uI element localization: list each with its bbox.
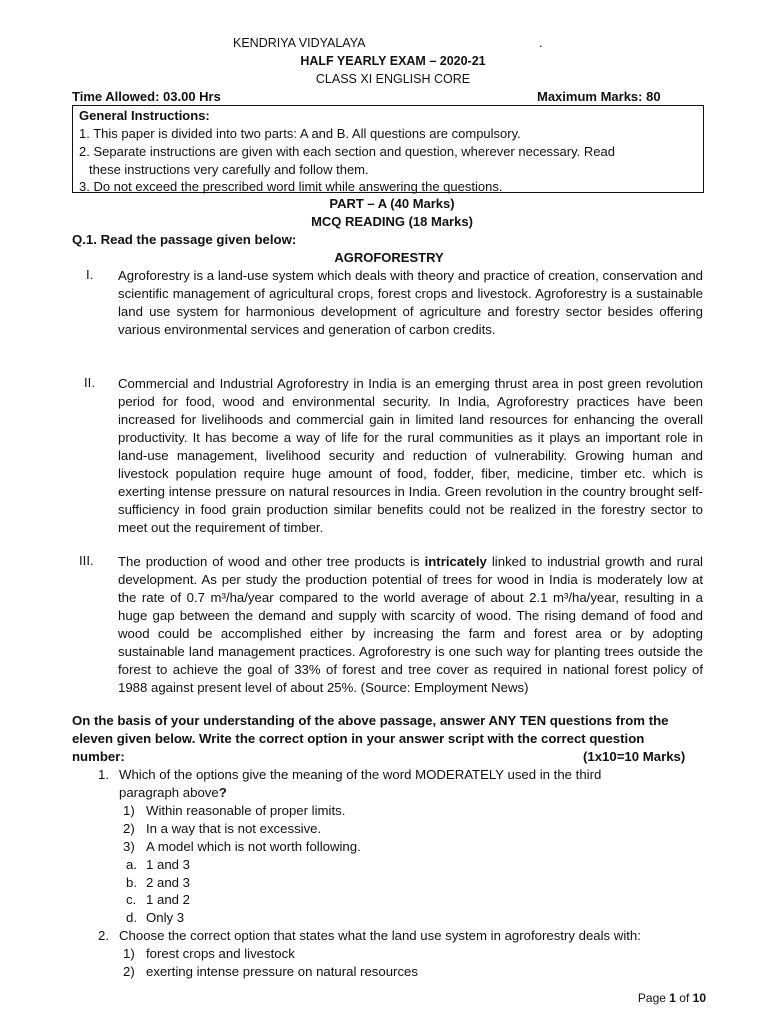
header-dot: .: [539, 36, 543, 50]
question-2-number: 2.: [98, 928, 109, 943]
page-label: Page: [637, 991, 670, 1005]
answer-instruction-1: On the basis of your understanding of the above passage, answer ANY TEN questions from the: [72, 713, 669, 728]
question-1-text: Which of the options give the meaning of the word MODERATELY used in the third: [119, 767, 602, 782]
q1-statement-3: A model which is not worth following.: [146, 839, 361, 854]
time-allowed: Time Allowed: 03.00 Hrs: [72, 89, 221, 104]
paragraph-3-number: III.: [79, 553, 94, 568]
paragraph-2: Commercial and Industrial Agroforestry in India is an emerging thrust area in post green revolution period for food, wood and environmental security. In India, Agroforestry practices have been increased for livelihoods and commercial gain in limited land resources for enhancing the overall productivity. It has become a way of life for the rural communities as it plays an important role in land-use management, livelihood security and reduction of vulnerability. Growing human and livestock population require huge amount of food, fodder, fiber, medicine, timber etc. which is exerting intense pressure on natural resources in India. Green revolution in the country brought self-sufficiency in food grain production similar benefits could not be realized in the forestry sector to meet out the requirement of timber.: [118, 376, 703, 535]
q1-choice-c-label: c.: [126, 892, 137, 907]
question-1-text-end: paragraph above: [119, 785, 219, 800]
q1-choice-a-label: a.: [126, 857, 137, 872]
exam-title: HALF YEARLY EXAM – 2020-21: [300, 54, 486, 68]
paragraph-3: [118, 553, 703, 697]
q1-statement-1-number: 1): [123, 803, 135, 818]
instruction-2: 2. Separate instructions are given with each section and question, wherever necessary. Read: [79, 144, 615, 159]
instruction-1: 1. This paper is divided into two parts: A and B. All questions are compulsory.: [79, 126, 521, 141]
question-2-text: Choose the correct option that states what the land use system in agroforestry deals with:: [119, 928, 641, 943]
paragraph-3-rest: linked to industrial growth and rural development. As per study the production potential of trees for wood in India is moderately low at the rate of 0.7 m³/ha/year compared to the world average of about 2.1 m³/ha/year, resulting in a huge gap between the demand and supply with scarcity of wood. The rising demand of food and wood could be accomplished either by increasing the farm and forest area or by adopting sustainable land management practices. Agroforestry is one such way for planting trees outside the forest to achieve the goal of 33% of forest and tree cover as required in national forest policy of 1988 against present level of about 25%. (Source: Employment News): [118, 554, 703, 695]
q1-statement-1: Within reasonable of proper limits.: [146, 803, 346, 818]
page-footer: [638, 991, 706, 1005]
paragraph-2-number: II.: [84, 375, 95, 390]
paragraph-1-number: I.: [86, 267, 94, 282]
maximum-marks: Maximum Marks: 80: [537, 89, 661, 104]
question-1-number: 1.: [98, 767, 109, 782]
q1-choice-d: Only 3: [146, 910, 185, 925]
q2-option-1: forest crops and livestock: [146, 946, 295, 961]
q1-choice-b: 2 and 3: [146, 875, 190, 890]
part-a-title: PART – A (40 Marks): [329, 196, 455, 211]
paragraph-3-start: The production of wood and other tree products is: [118, 554, 425, 569]
q1-choice-a: 1 and 3: [146, 857, 190, 872]
q2-option-1-number: 1): [123, 946, 135, 961]
paragraph-1: Agroforestry is a land-use system which deals with theory and practice of creation, conservation and scientific management of agricultural crops, forest crops and livestock. Agroforestry is a sustainable land use system for harmonious development of agriculture and forestry sector besides offering various environmental services and generation of carbon credits.: [118, 268, 703, 337]
question-1-mark: ?: [218, 785, 227, 800]
q1-choice-d-label: d.: [126, 910, 137, 925]
q2-option-2-number: 2): [123, 964, 135, 979]
passage-title: AGROFORESTRY: [334, 250, 444, 265]
q1-choice-b-label: b.: [126, 875, 137, 890]
page-number: 1: [669, 991, 676, 1005]
section-title: MCQ READING (18 Marks): [311, 214, 473, 229]
q1-choice-c: 1 and 2: [146, 892, 190, 907]
answer-instruction-3: number:: [72, 749, 125, 764]
school-name: KENDRIYA VIDYALAYA: [233, 36, 366, 50]
instruction-2-cont: these instructions very carefully and follow them.: [89, 162, 369, 177]
instructions-title: General Instructions:: [79, 108, 210, 123]
q1-statement-3-number: 3): [123, 839, 135, 854]
marks-allocation: (1x10=10 Marks): [583, 749, 686, 764]
question-1-heading: Q.1. Read the passage given below:: [72, 232, 297, 247]
class-title: CLASS XI ENGLISH CORE: [315, 72, 471, 86]
question-1-text-cont: [119, 785, 227, 800]
general-instructions-box: [72, 105, 704, 193]
q2-option-2: exerting intense pressure on natural resources: [146, 964, 418, 979]
q1-statement-2: In a way that is not excessive.: [146, 821, 322, 836]
page-total: 10: [692, 991, 706, 1005]
instruction-3: 3. Do not exceed the prescribed word limit while answering the questions.: [79, 179, 503, 194]
q1-statement-2-number: 2): [123, 821, 135, 836]
paragraph-3-bold-word: intricately: [424, 554, 487, 569]
answer-instruction-2: eleven given below. Write the correct option in your answer script with the correct question: [72, 731, 645, 746]
page-of: of: [675, 991, 693, 1005]
